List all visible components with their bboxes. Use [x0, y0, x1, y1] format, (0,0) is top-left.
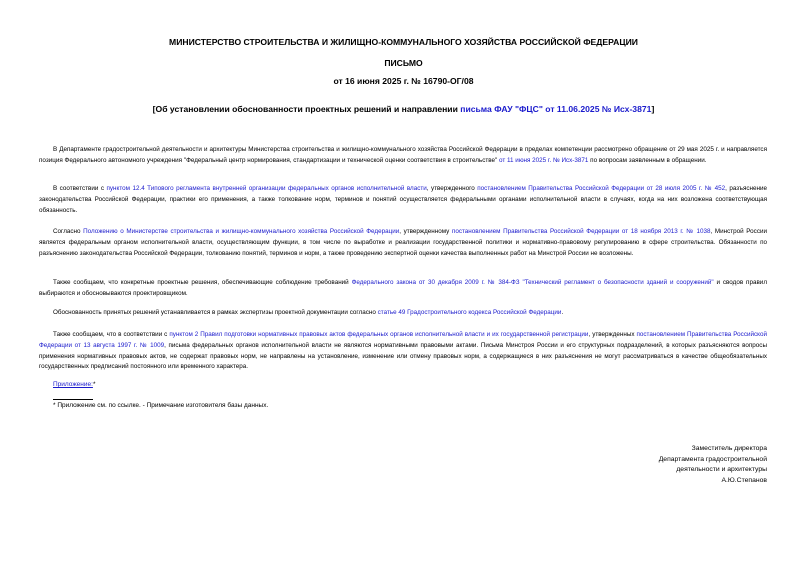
signature-title-1: Заместитель директора [691, 445, 767, 452]
p4-text-1: Также сообщаем, что конкретные проектные решения, обеспечивающие соблюдение требований [53, 279, 352, 286]
subject-suffix: ] [651, 104, 655, 114]
p5-link-1[interactable]: статье 49 Градостроительного кодекса Российской Федерации [377, 309, 562, 316]
p5-text-1: Обоснованность принятых решений устанавливается в рамках экспертизы проектной документации согласно [53, 309, 378, 316]
p4-text-2: и сводов правил выбираются и обосновываются проектировщиком. [39, 279, 767, 297]
paragraph-3 [39, 227, 767, 259]
p6-text-3: , письма федеральных органов исполнительной власти не являются нормативными правовыми актами. Письма Минстроя России и его структурных подразделений, в которых разъясняются вопросы применения нормативных правовых актов, не содержат правовых норм, не направлены на установление, изменение или отмену правовых норм, а содержащиеся в них разъяснения не могут рассматриваться в качестве общеобязательных государственных предписаний постоянного или временного характера. [39, 341, 767, 371]
p2-link-1[interactable]: пунктом 12.4 Типового регламента внутренней организации федеральных органов исполнительной власти [106, 185, 427, 192]
signature-name: А.Ю.Степанов [721, 476, 767, 484]
signature-title-3: деятельности и архитектуры [676, 466, 767, 473]
p1-link-1[interactable]: от 11 июня 2025 г. № Исх-3871 [499, 156, 589, 164]
signature-title-2: Департамента градостроительной [658, 455, 767, 463]
subject-prefix: [Об установлении обоснованности проектных решений и направлении [152, 104, 461, 114]
document-number: от 16 июня 2025 г. № 16790-ОГ/08 [333, 76, 474, 86]
p6-text-2: , утвержденных [588, 331, 637, 338]
document-type: ПИСЬМО [384, 58, 423, 68]
p3-text-2: , утвержденному [399, 228, 452, 235]
attachment [53, 381, 95, 388]
p2-text-3: , разъяснение законодательства Российской Федерации, практики его применения, а также толкование норм, терминов и понятий осуществляется федеральными органами исполнительной власти в случаях, когда на них возложена соответствующая обязанность. [39, 185, 768, 214]
signature-block [659, 444, 767, 486]
p2-text-1: В соответствии с [53, 185, 107, 192]
attachment-link[interactable]: Приложение: [53, 381, 93, 388]
p4-link-1[interactable]: Федерального закона от 30 декабря 2009 г. № 384-ФЗ "Технический регламент о безопасности зданий и сооружений" [351, 279, 714, 286]
p1-text-2: по вопросам заявленным в обращении. [588, 156, 707, 164]
p3-text-3: , Минстрой России является федеральным органом исполнительной власти, осуществляющим функции, в том числе по выработке и реализации государственной политики и нормативно-правовому регулированию в сфере строительства. Обязанности по разъяснению законодательства Российской Федерации, толкованию понятий, терминов и норм, а также проведению экспертной оценки качества выполненных работ на Минстрой России не возложены. [39, 228, 768, 257]
paragraph-6 [39, 330, 767, 373]
paragraph-4 [39, 278, 767, 300]
p2-link-2[interactable]: постановлением Правительства Российской Федерации от 28 июля 2005 г. № 452 [477, 185, 726, 192]
p3-link-2[interactable]: постановлением Правительства Российской Федерации от 18 ноября 2013 г. № 1038 [451, 228, 711, 235]
p5-text-2: . [561, 309, 564, 316]
ministry-title: МИНИСТЕРСТВО СТРОИТЕЛЬСТВА И ЖИЛИЩНО-КОММУНАЛЬНОГО ХОЗЯЙСТВА РОССИЙСКОЙ ФЕДЕРАЦИИ [169, 37, 638, 47]
p6-link-2[interactable]: постановлением Правительства Российской Федерации от 13 августа 1997 г. № 1009 [39, 331, 768, 349]
footnote-divider [53, 399, 93, 400]
p3-text-1: Согласно [53, 228, 84, 235]
p3-link-1[interactable]: Положению о Министерстве строительства и жилищно-коммунального хозяйства Российской Федерации [83, 228, 400, 235]
p6-text-1: Также сообщаем, что в соответствии с [53, 331, 170, 338]
p6-link-1[interactable]: пунктом 2 Правил подготовки нормативных правовых актов федеральных органов исполнительной власти и их государственной регистрации [169, 331, 589, 338]
paragraph-2 [39, 184, 767, 216]
document-subject [40, 104, 767, 114]
paragraph-1 [39, 145, 767, 167]
footnote: * Приложение см. по ссылке. - Примечание изготовителя базы данных. [53, 402, 269, 409]
attachment-mark: * [92, 381, 96, 388]
p2-text-2: , утвержденного [426, 185, 478, 192]
subject-letter-link[interactable]: письма ФАУ "ФЦС" от 11.06.2025 № Исх-3871 [460, 104, 652, 114]
paragraph-5 [39, 308, 767, 319]
p1-text-1: В Департаменте градостроительной деятельности и архитектуры Министерства строительства и жилищно-коммунального хозяйства Российской Федерации в пределах компетенции рассмотрено обращение от 29 мая 2025 г. и направляется позиция Федерального автономного учреждения "Федеральный центр нормирования, стандартизации и технической оценки соответствия в строительстве" [39, 146, 767, 164]
